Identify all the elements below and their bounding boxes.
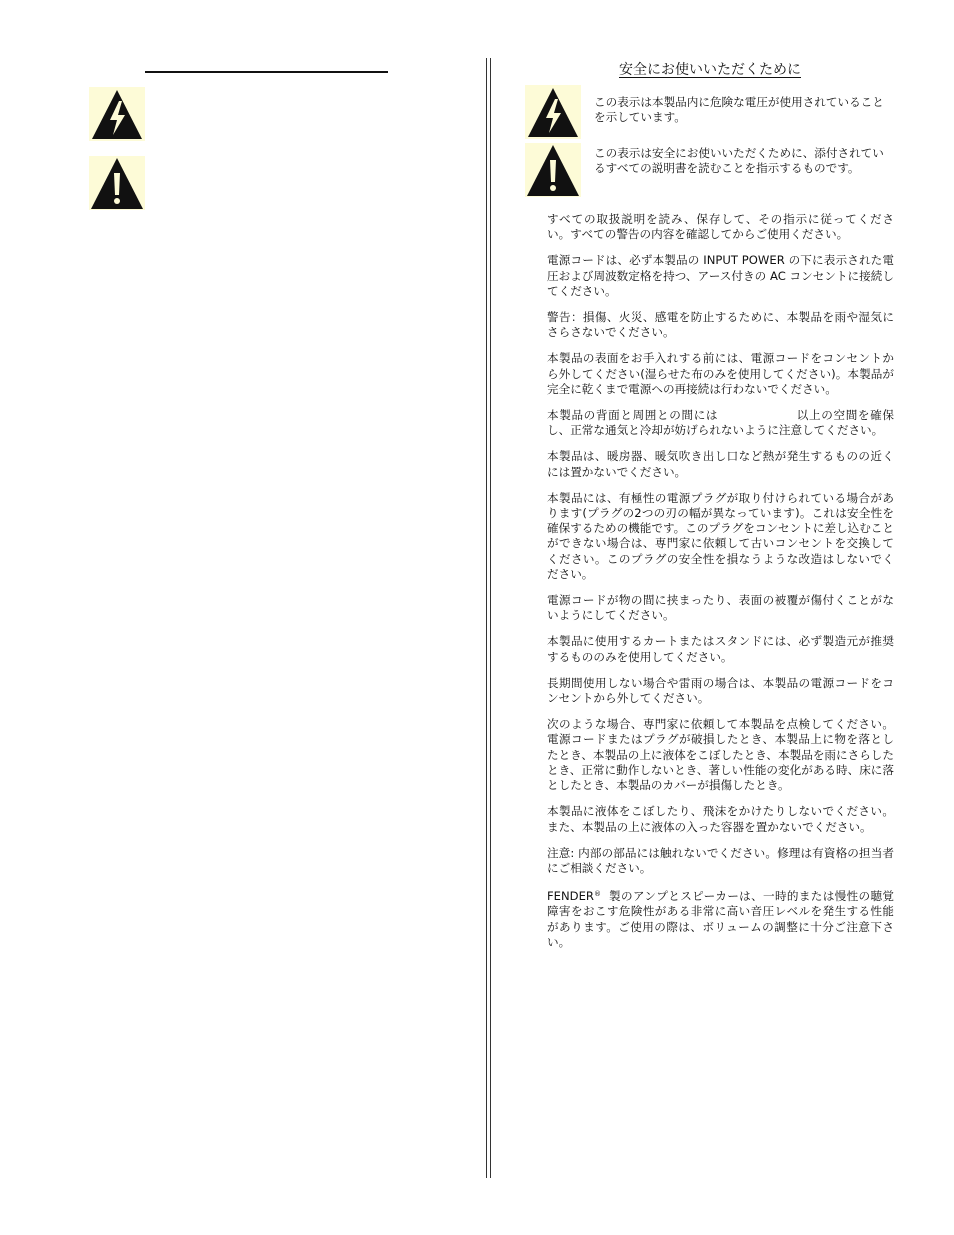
paragraph-servicing: 次のような場合、専門家に依頼して本製品を点検してください。電源コードまたはプラグが破損したとき、本製品上に物を落としたとき、本製品の上に液体をこぼしたとき、本製品を雨にさらしたとき、正常に動作しないとき、著しい性能の変化がある時、床に落としたとき、本製品のカバーが損傷したとき。 bbox=[547, 717, 894, 793]
page-title: 安全にお使いいただくために bbox=[619, 62, 801, 78]
registered-mark: ® bbox=[593, 890, 601, 899]
paragraph-read-instructions: すべての取扱説明を読み、保存して、その指示に従ってください。すべての警告の内容を確認してからご使用ください。 bbox=[547, 212, 894, 242]
voltage-warning-text: この表示は本製品内に危険な電圧が使用されていることを示しています。 bbox=[594, 95, 884, 124]
paragraph-hearing-warning bbox=[547, 887, 894, 950]
column-divider bbox=[486, 58, 491, 1178]
lightning-bolt-triangle-icon bbox=[89, 87, 145, 141]
paragraph-moisture-warning: 警告：損傷、火災、感電を防止するために、本製品を雨や湿気にさらさないでください。 bbox=[547, 310, 894, 340]
paragraph-liquids: 本製品に液体をこぼしたり、飛沫をかけたりしないでください。また、本製品の上に液体の入った容器を置かないでください。 bbox=[547, 804, 894, 834]
paragraph-heat-sources: 本製品は、暖房器、暖気吹き出し口など熱が発生するものの近くには置かないでください。 bbox=[547, 449, 894, 479]
left-heading-rule bbox=[145, 71, 388, 73]
paragraph-polarized-plug: 本製品には、有極性の電源プラグが取り付けられている場合があります(プラグの2つの刃の幅が異なっています)。これは安全性を確保するための機能です。このプラグをコンセントに差し込むことができない場合は、専門家に依頼して古いコンセントを交換してください。このプラグの安全性を損なうような改造はしないでください。 bbox=[547, 490, 894, 581]
brand-name: FENDER bbox=[547, 889, 594, 904]
safety-instructions bbox=[547, 212, 894, 961]
paragraph-ventilation bbox=[547, 408, 894, 438]
hearing-warning-text: 製のアンプとスピーカーは、一時的または慢性の聴覚障害をおこす危険性がある非常に高い音圧レベルを発生する性能があります。ご使用の際は、ボリュームの調整に十分ご注意下さい。 bbox=[547, 889, 895, 949]
exclamation-triangle-icon bbox=[89, 156, 145, 210]
lightning-bolt-triangle-icon bbox=[525, 85, 581, 139]
paragraph-cord-protection: 電源コードが物の間に挟まったり、表面の被覆が傷付くことがないようにしてください。 bbox=[547, 593, 894, 623]
ventilation-text-end: 以上の空間を確保し、正常な通気と冷却が妨げられないように注意してください。 bbox=[547, 408, 894, 438]
paragraph-internal-parts: 注意: 内部の部品には触れないでください。修理は有資格の担当者にご相談ください。 bbox=[547, 845, 894, 875]
ventilation-text-start: 本製品の背面と周囲との間には bbox=[547, 408, 719, 423]
paragraph-power-cord: 電源コードは、必ず本製品の INPUT POWER の下に表示された電圧および周波数定格を持つ、アース付きの AC コンセントに接続してください。 bbox=[547, 253, 894, 298]
paragraph-unplug: 長期間使用しない場合や雷雨の場合は、本製品の電源コードをコンセントから外してください。 bbox=[547, 675, 894, 706]
exclamation-triangle-icon bbox=[525, 143, 581, 197]
paragraph-cleaning: 本製品の表面をお手入れする前には、電源コードをコンセントから外してください(湿らせた布のみを使用してください)。本製品が完全に乾くまで電源への再接続は行わないでください。 bbox=[547, 351, 894, 396]
paragraph-cart-stand: 本製品に使用するカートまたはスタンドには、必ず製造元が推奨するもののみを使用してください。 bbox=[547, 634, 894, 664]
instructions-warning-text: この表示は安全にお使いいただくために、添付されているすべての説明書を読むことを指示するものです。 bbox=[594, 146, 884, 175]
